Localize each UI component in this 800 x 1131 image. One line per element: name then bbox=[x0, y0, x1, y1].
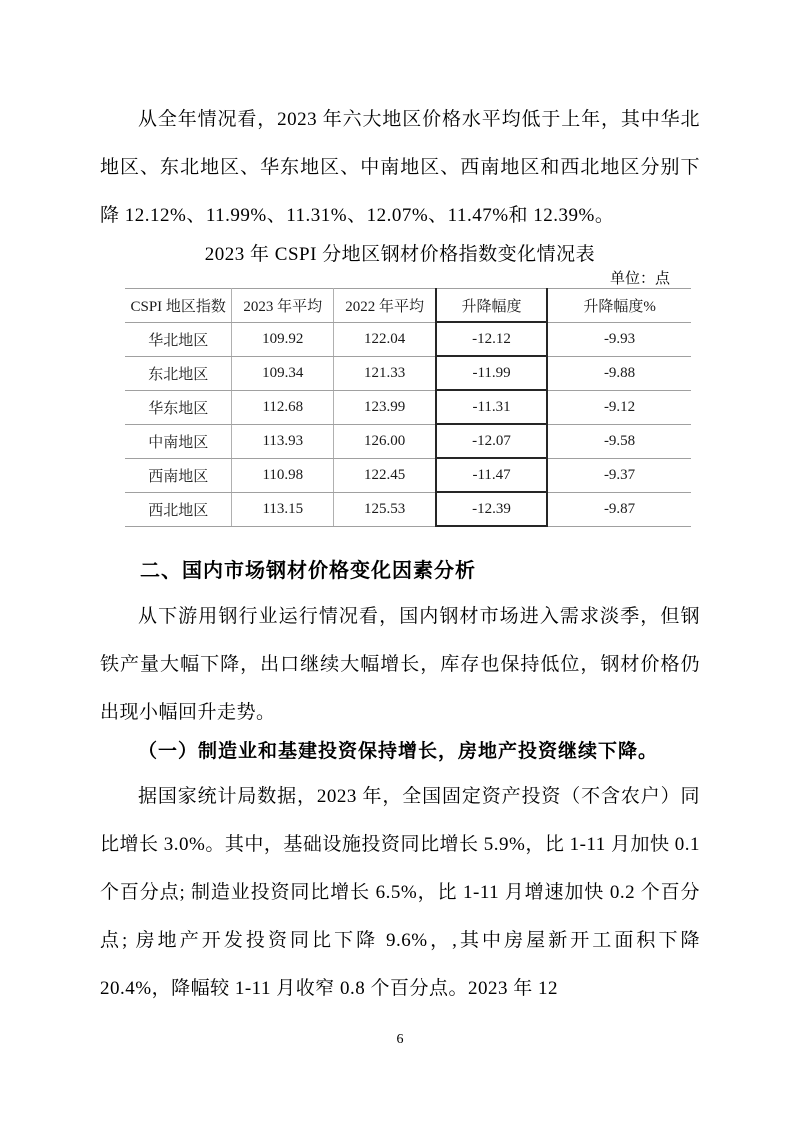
table-cell-change-pct: -9.87 bbox=[547, 492, 691, 526]
table-row bbox=[125, 424, 691, 458]
section-heading: 二、国内市场钢材价格变化因素分析 bbox=[140, 560, 476, 582]
table-cell-region: 西南地区 bbox=[125, 458, 232, 492]
table-cell-2022: 122.45 bbox=[334, 458, 436, 492]
paragraph-investment-data: 据国家统计局数据，2023 年，全国固定资产投资（不含农户）同比增长 3.0%。其中，基础设施投资同比增长 5.9%，比 1-11 月加快 0.1 个百分点; 制造业投资同比增长 6.5%，比 1-11 月增速加快 0.2 个百分点; 房地产开发投资同比下降 9.6%，,其中房屋新开工面积下降 20.4%，降幅较 1-11 月收窄 0.8 个百分点。2023 年 12 bbox=[100, 786, 700, 999]
table-cell-change-pct: -9.37 bbox=[547, 458, 691, 492]
table-header-change-pct: 升降幅度% bbox=[547, 289, 691, 323]
table-cell-2023: 109.92 bbox=[232, 322, 334, 356]
table-row bbox=[125, 458, 691, 492]
table-row bbox=[125, 322, 691, 356]
table-body bbox=[125, 322, 691, 526]
table-cell-2023: 113.15 bbox=[232, 492, 334, 526]
table-cell-region: 西北地区 bbox=[125, 492, 232, 526]
table-header-2022-average: 2022 年平均 bbox=[334, 289, 436, 323]
table-cell-2022: 126.00 bbox=[334, 424, 436, 458]
table-row bbox=[125, 492, 691, 526]
table-header-change: 升降幅度 bbox=[436, 289, 547, 323]
page-number: 6 bbox=[396, 1032, 404, 1047]
table-row bbox=[125, 390, 691, 424]
table-cell-change: -11.99 bbox=[436, 356, 547, 390]
table-cell-2023: 112.68 bbox=[232, 390, 334, 424]
table-cell-change: -12.12 bbox=[436, 322, 547, 356]
table-cell-region: 华北地区 bbox=[125, 322, 232, 356]
paragraph-market-overview: 从下游用钢行业运行情况看，国内钢材市场进入需求淡季，但钢铁产量大幅下降，出口继续大幅增长，库存也保持低位，钢材价格仍出现小幅回升走势。 bbox=[100, 606, 700, 723]
table-cell-2023: 113.93 bbox=[232, 424, 334, 458]
table-cell-change-pct: -9.12 bbox=[547, 390, 691, 424]
cspi-region-index-table bbox=[125, 288, 691, 527]
table-cell-2022: 121.33 bbox=[334, 356, 436, 390]
table-cell-2023: 109.34 bbox=[232, 356, 334, 390]
table-cell-region: 东北地区 bbox=[125, 356, 232, 390]
table-cell-2023: 110.98 bbox=[232, 458, 334, 492]
table-header-2023-average: 2023 年平均 bbox=[232, 289, 334, 323]
paragraph-region-summary: 从全年情况看，2023 年六大地区价格水平均低于上年，其中华北地区、东北地区、华东地区、中南地区、西南地区和西北地区分别下降 12.12%、11.99%、11.31%、12.07%、11.47%和 12.39%。 bbox=[100, 109, 700, 226]
table-cell-change: -11.47 bbox=[436, 458, 547, 492]
table-cell-change: -12.07 bbox=[436, 424, 547, 458]
table-cell-change: -12.39 bbox=[436, 492, 547, 526]
table-cell-2022: 123.99 bbox=[334, 390, 436, 424]
table-row bbox=[125, 356, 691, 390]
sub-heading-investment: （一）制造业和基建投资保持增长，房地产投资继续下降。 bbox=[138, 741, 659, 762]
table-cell-2022: 122.04 bbox=[334, 322, 436, 356]
table-cell-change-pct: -9.93 bbox=[547, 322, 691, 356]
table-cell-change: -11.31 bbox=[436, 390, 547, 424]
table-title: 2023 年 CSPI 分地区钢材价格指数变化情况表 bbox=[204, 244, 596, 265]
table-header-row bbox=[125, 289, 691, 323]
table-cell-change-pct: -9.88 bbox=[547, 356, 691, 390]
table-cell-2022: 125.53 bbox=[334, 492, 436, 526]
table-cell-region: 中南地区 bbox=[125, 424, 232, 458]
table-cell-region: 华东地区 bbox=[125, 390, 232, 424]
table-header-region: CSPI 地区指数 bbox=[125, 289, 232, 323]
table-cell-change-pct: -9.58 bbox=[547, 424, 691, 458]
table-unit-label: 单位：点 bbox=[609, 271, 670, 287]
